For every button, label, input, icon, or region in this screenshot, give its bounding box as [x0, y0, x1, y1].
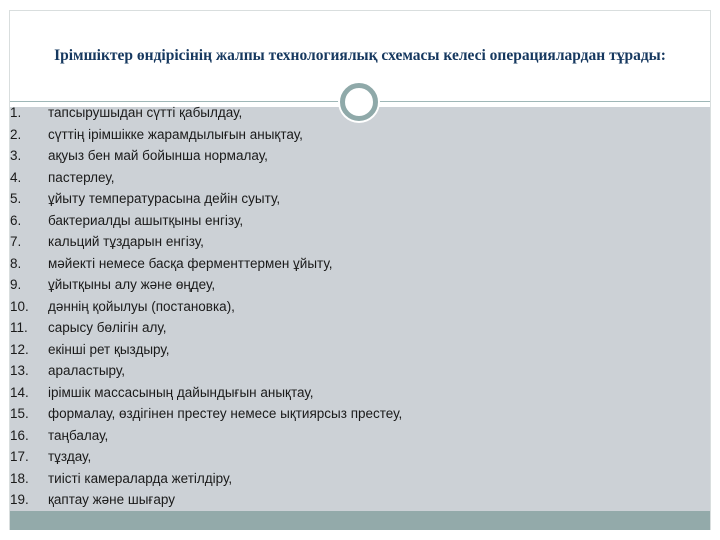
step-number: 12.	[10, 341, 29, 357]
step-number: 11.	[10, 320, 28, 336]
step-number: 3.	[10, 148, 22, 164]
list-item	[0, 253, 720, 275]
step-text: пастерлеу,	[48, 169, 115, 185]
list-item	[0, 145, 720, 167]
step-number: 8.	[10, 255, 22, 271]
list-item	[0, 124, 720, 146]
step-text: дәннің қойылуы (постановка),	[48, 298, 235, 314]
list-item	[0, 425, 720, 447]
step-text: екінші рет қыздыру,	[48, 341, 170, 357]
step-number: 7.	[10, 234, 22, 250]
list-item	[0, 296, 720, 318]
list-item	[0, 231, 720, 253]
step-number: 18.	[10, 470, 29, 486]
step-number: 19.	[10, 492, 29, 508]
step-text: тиісті камераларда жетілдіру,	[48, 470, 233, 486]
steps-list	[0, 102, 720, 511]
step-number: 9.	[10, 277, 22, 293]
step-number: 10.	[10, 298, 29, 314]
step-number: 5.	[10, 191, 22, 207]
bottom-band	[10, 511, 710, 530]
step-text: ұйыту температурасына дейін суыту,	[48, 191, 281, 207]
list-item	[0, 274, 720, 296]
step-text: бактериалды ашытқыны енгізу,	[48, 212, 244, 228]
step-text: қаптау және шығару	[48, 492, 175, 508]
step-number: 2.	[10, 126, 22, 142]
step-text: ірімшік массасының дайындығын анықтау,	[48, 384, 314, 400]
list-item	[0, 382, 720, 404]
list-item	[0, 102, 720, 124]
step-text: сарысу бөлігін алу,	[48, 320, 167, 336]
step-text: кальций тұздарын енгізу,	[48, 234, 204, 250]
step-text: формалау, өздігінен престеу немесе ықтиярсыз престеу,	[48, 406, 403, 422]
list-item	[0, 468, 720, 490]
list-item	[0, 360, 720, 382]
list-item	[0, 167, 720, 189]
step-number: 4.	[10, 169, 22, 185]
step-number: 6.	[10, 212, 22, 228]
step-text: ақуыз бен май бойынша нормалау,	[48, 148, 268, 164]
step-text: араластыру,	[48, 363, 126, 379]
step-text: тапсырушыдан сүтті қабылдау,	[48, 105, 243, 121]
step-text: таңбалау,	[48, 427, 109, 443]
list-item	[0, 403, 720, 425]
list-item	[0, 489, 720, 511]
step-text: мәйекті немесе басқа ферменттермен ұйыту,	[48, 255, 333, 271]
step-number: 16.	[10, 427, 29, 443]
step-number: 13.	[10, 363, 29, 379]
step-number: 14.	[10, 384, 29, 400]
step-number: 17.	[10, 449, 29, 465]
list-item	[0, 188, 720, 210]
list-item	[0, 446, 720, 468]
step-text: ұйытқыны алу және өңдеу,	[48, 277, 216, 293]
step-number: 15.	[10, 406, 29, 422]
list-item	[0, 339, 720, 361]
step-text: сүттің ірімшікке жарамдылығын анықтау,	[48, 126, 303, 142]
step-text: тұздау,	[48, 449, 92, 465]
step-number: 1.	[10, 105, 22, 121]
list-item	[0, 317, 720, 339]
slide-title: Ірімшіктер өндірісінің жалпы технологиялық схемасы келесі операциялардан тұрады:	[54, 47, 666, 64]
list-item	[0, 210, 720, 232]
